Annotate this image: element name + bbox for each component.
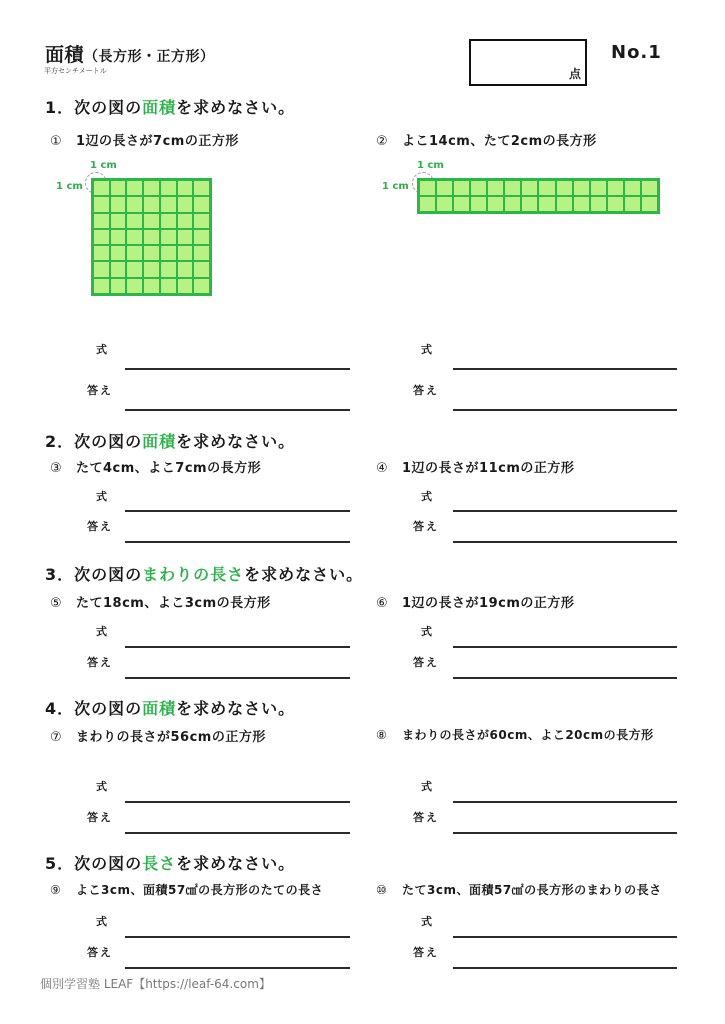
answer-line[interactable] (453, 677, 677, 679)
square-grid-7x7 (91, 178, 212, 296)
unit-square (193, 261, 210, 277)
unit-square (193, 213, 210, 229)
section-prefix: 1．次の図の (45, 98, 143, 117)
section-prefix: 3．次の図の (45, 565, 143, 584)
unit-square (177, 196, 194, 212)
question-text: よこ14cm、たて2cmの長方形 (402, 134, 597, 149)
section-highlight: 面積 (142, 699, 177, 718)
unit-square (126, 261, 143, 277)
title-main: 面積 (45, 44, 85, 66)
formula-label: 式 (96, 915, 109, 928)
section-4-heading (45, 696, 295, 719)
unit-square (436, 196, 453, 212)
question-7 (50, 726, 266, 745)
section-5-heading (45, 851, 295, 874)
answer-line[interactable] (125, 832, 350, 834)
unit-square (177, 245, 194, 261)
unit-square (110, 245, 127, 261)
unit-square (126, 180, 143, 196)
question-5 (50, 592, 271, 611)
section-highlight: 面積 (142, 98, 177, 117)
unit-square (93, 245, 110, 261)
unit-square (143, 261, 160, 277)
question-8 (376, 726, 654, 743)
section-suffix: を求めなさい。 (176, 432, 296, 451)
unit-square (538, 196, 555, 212)
section-3-heading (45, 562, 363, 585)
section-highlight: 長さ (142, 854, 177, 873)
section-suffix: を求めなさい。 (244, 565, 364, 584)
answer-label: 答え (413, 946, 439, 959)
question-9 (50, 881, 323, 898)
unit-square (453, 196, 470, 212)
answer-label: 答え (413, 384, 439, 397)
score-box[interactable] (469, 39, 587, 86)
footer-credit: 個別学習塾 LEAF【https://leaf-64.com】 (40, 977, 271, 991)
question-text: まわりの長さが56cmの正方形 (76, 730, 266, 745)
unit-square (590, 196, 607, 212)
unit-square (110, 196, 127, 212)
answer-label: 答え (413, 520, 439, 533)
score-suffix: 点 (568, 67, 581, 81)
unit-square (641, 180, 658, 196)
formula-line[interactable] (125, 368, 350, 370)
unit-square (470, 180, 487, 196)
answer-label: 答え (87, 656, 113, 669)
unit-square (160, 213, 177, 229)
unit-square (160, 245, 177, 261)
unit-square (193, 180, 210, 196)
question-text: 1辺の長さが11cmの正方形 (402, 461, 575, 476)
formula-label: 式 (421, 343, 434, 356)
unit-square (436, 180, 453, 196)
unit-square (193, 278, 210, 294)
unit-square (110, 180, 127, 196)
question-2 (376, 130, 597, 149)
unit-square (556, 196, 573, 212)
answer-line[interactable] (453, 967, 677, 969)
formula-label: 式 (421, 915, 434, 928)
question-text: たて18cm、よこ3cmの長方形 (76, 596, 271, 611)
unit-square (143, 196, 160, 212)
unit-square (160, 180, 177, 196)
unit-square (419, 196, 436, 212)
unit-square (573, 196, 590, 212)
question-number: ⑤ (50, 596, 63, 611)
unit-square (93, 213, 110, 229)
unit-square (143, 229, 160, 245)
answer-label: 答え (413, 656, 439, 669)
unit-square (160, 278, 177, 294)
question-number: ③ (50, 461, 63, 476)
unit-square (143, 213, 160, 229)
question-1 (50, 130, 239, 149)
formula-label: 式 (96, 490, 109, 503)
question-text: まわりの長さが60cm、よこ20cmの長方形 (402, 728, 654, 742)
unit-square (126, 196, 143, 212)
unit-square (93, 261, 110, 277)
formula-line[interactable] (125, 510, 350, 512)
rectangle-grid-14x2 (417, 178, 660, 214)
question-text: たて3cm、面積57㎠の長方形のまわりの長さ (402, 883, 662, 897)
unit-square (504, 196, 521, 212)
answer-line[interactable] (125, 677, 350, 679)
answer-line[interactable] (453, 409, 677, 411)
unit-square (110, 278, 127, 294)
answer-label: 答え (413, 811, 439, 824)
section-suffix: を求めなさい。 (176, 98, 296, 117)
answer-line[interactable] (125, 541, 350, 543)
question-text: よこ3cm、面積57㎠の長方形のたての長さ (76, 883, 324, 897)
unit-square (110, 229, 127, 245)
unit-label-top: 1 cm (417, 160, 444, 171)
question-text: 1辺の長さが7cmの正方形 (76, 134, 239, 149)
unit-square (624, 180, 641, 196)
formula-label: 式 (421, 625, 434, 638)
unit-square (126, 229, 143, 245)
unit-square (607, 196, 624, 212)
unit-square (93, 278, 110, 294)
section-prefix: 5．次の図の (45, 854, 143, 873)
question-number: ⑨ (50, 883, 62, 897)
formula-line[interactable] (125, 936, 350, 938)
question-number: ⑩ (376, 883, 388, 897)
section-highlight: 面積 (142, 432, 177, 451)
unit-square (177, 229, 194, 245)
question-number: ④ (376, 461, 389, 476)
section-prefix: 4．次の図の (45, 699, 143, 718)
unit-label-left: 1 cm (56, 181, 83, 192)
title-sub: （長方形・正方形） (84, 49, 215, 65)
unit-square (160, 261, 177, 277)
section-prefix: 2．次の図の (45, 432, 143, 451)
unit-label-left: 1 cm (382, 181, 409, 192)
answer-label: 答え (87, 520, 113, 533)
unit-square (143, 278, 160, 294)
question-number: ② (376, 134, 389, 149)
answer-line[interactable] (125, 409, 350, 411)
unit-square (143, 245, 160, 261)
answer-label: 答え (87, 946, 113, 959)
formula-line[interactable] (125, 801, 350, 803)
section-1-heading (45, 95, 295, 118)
answer-label: 答え (87, 811, 113, 824)
unit-square (641, 196, 658, 212)
formula-line[interactable] (453, 801, 677, 803)
unit-square (177, 261, 194, 277)
unit-square (521, 196, 538, 212)
unit-square (177, 180, 194, 196)
unit-square (193, 229, 210, 245)
question-text: たて4cm、よこ7cmの長方形 (76, 461, 262, 476)
question-3 (50, 457, 261, 476)
formula-line[interactable] (453, 368, 677, 370)
question-6 (376, 592, 574, 611)
unit-square (470, 196, 487, 212)
unit-square (177, 278, 194, 294)
formula-line[interactable] (125, 646, 350, 648)
unit-square (93, 180, 110, 196)
section-suffix: を求めなさい。 (176, 699, 296, 718)
sheet-number: No.1 (611, 42, 662, 63)
answer-line[interactable] (125, 967, 350, 969)
unit-square (93, 196, 110, 212)
question-text: 1辺の長さが19cmの正方形 (402, 596, 575, 611)
formula-label: 式 (421, 780, 434, 793)
formula-line[interactable] (453, 936, 677, 938)
unit-square (177, 213, 194, 229)
section-highlight: まわりの長さ (142, 565, 245, 584)
unit-square (573, 180, 590, 196)
answer-line[interactable] (453, 832, 677, 834)
unit-square (110, 213, 127, 229)
question-number: ① (50, 134, 63, 149)
unit-square (126, 213, 143, 229)
unit-label-top: 1 cm (90, 160, 117, 171)
unit-square (143, 180, 160, 196)
unit-square (453, 180, 470, 196)
unit-square (160, 196, 177, 212)
question-10 (376, 881, 662, 898)
answer-line[interactable] (453, 541, 677, 543)
section-2-heading (45, 429, 295, 452)
unit-square (193, 245, 210, 261)
page-title (45, 40, 215, 67)
unit-square (521, 180, 538, 196)
question-4 (376, 457, 574, 476)
unit-square (126, 278, 143, 294)
unit-square (487, 196, 504, 212)
unit-square (590, 180, 607, 196)
section-suffix: を求めなさい。 (176, 854, 296, 873)
unit-square (419, 180, 436, 196)
unit-square (126, 245, 143, 261)
question-number: ⑧ (376, 728, 388, 742)
formula-line[interactable] (453, 510, 677, 512)
question-number: ⑦ (50, 730, 63, 745)
unit-square (504, 180, 521, 196)
answer-label: 答え (87, 384, 113, 397)
unit-square (487, 180, 504, 196)
formula-label: 式 (96, 343, 109, 356)
unit-square (160, 229, 177, 245)
question-number: ⑥ (376, 596, 389, 611)
unit-square (93, 229, 110, 245)
unit-square (624, 196, 641, 212)
unit-square (110, 261, 127, 277)
unit-square (538, 180, 555, 196)
unit-square (193, 196, 210, 212)
formula-label: 式 (96, 625, 109, 638)
formula-line[interactable] (453, 646, 677, 648)
formula-label: 式 (96, 780, 109, 793)
title-reading: 平方センチメートル (44, 67, 107, 75)
unit-square (607, 180, 624, 196)
unit-square (556, 180, 573, 196)
formula-label: 式 (421, 490, 434, 503)
